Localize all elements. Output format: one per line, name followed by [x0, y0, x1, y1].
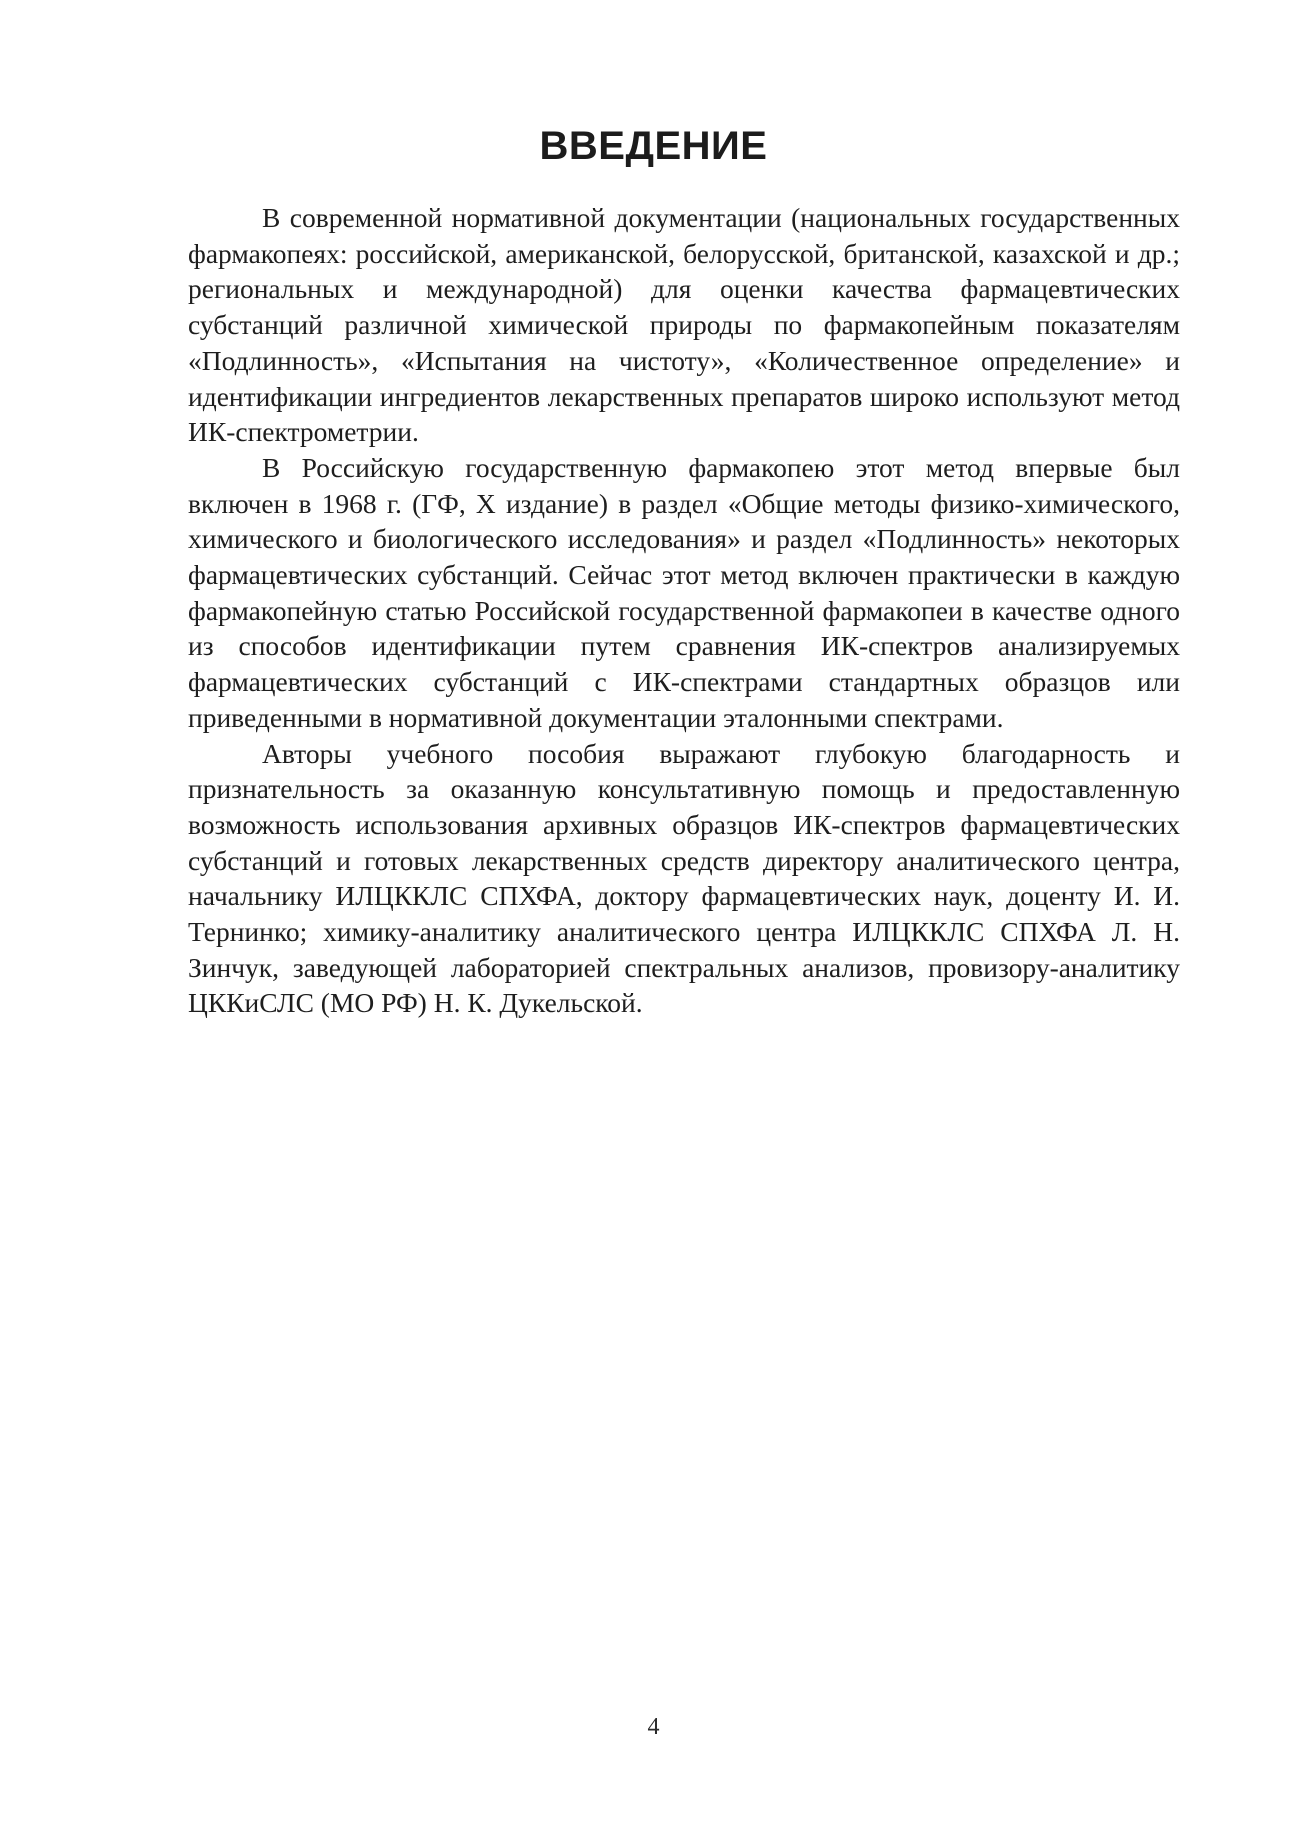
- page-title: ВВЕДЕНИЕ: [539, 124, 768, 168]
- paragraph-3: Авторы учебного пособия выражают глубокую благодарность и признательность за оказанную консультативную помощь и предоставленную возможность использования архивных образцов ИК-спектров фармацевтических субстанций и готовых лекарственных средств директору аналитического центра, начальнику ИЛЦККЛС СПХФА, доктору фармацевтических наук, доценту И. И. Тернинко; химику-аналитику аналитического центра ИЛЦККЛС СПХФА Л. Н. Зинчук, заведующей лабораторией спектральных анализов, провизору-аналитику ЦККиСЛС (МО РФ) Н. К. Дукельской.: [188, 737, 1180, 1019]
- paragraph-2: В Российскую государственную фармакопею этот метод впервые был включен в 1968 г. (ГФ, X издание) в раздел «Общие методы физико-химического, химического и биологического исследования» и раздел «Подлинность» некоторых фармацевтических субстанций. Сейчас этот метод включен практически в каждую фармакопейную статью Российской государственной фармакопеи в качестве одного из способов идентификации путем сравнения ИК-спектров анализируемых фармацевтических субстанций с ИК-спектрами стандартных образцов или приведенными в нормативной документации эталонными спектрами.: [188, 451, 1181, 733]
- paragraph-1: В современной нормативной документации (национальных государственных фармакопеях: российской, американской, белорусской, британской, казахской и др.; региональных и международной) для оценки качества фармацевтических субстанций различной химической природы по фармакопейным показателям «Подлинность», «Испытания на чистоту», «Количественное определение» и идентификации ингредиентов лекарственных препаратов широко используют метод ИК-спектрометрии.: [188, 202, 1180, 448]
- body-text: [188, 200, 1180, 1021]
- page-number: 4: [647, 1714, 660, 1740]
